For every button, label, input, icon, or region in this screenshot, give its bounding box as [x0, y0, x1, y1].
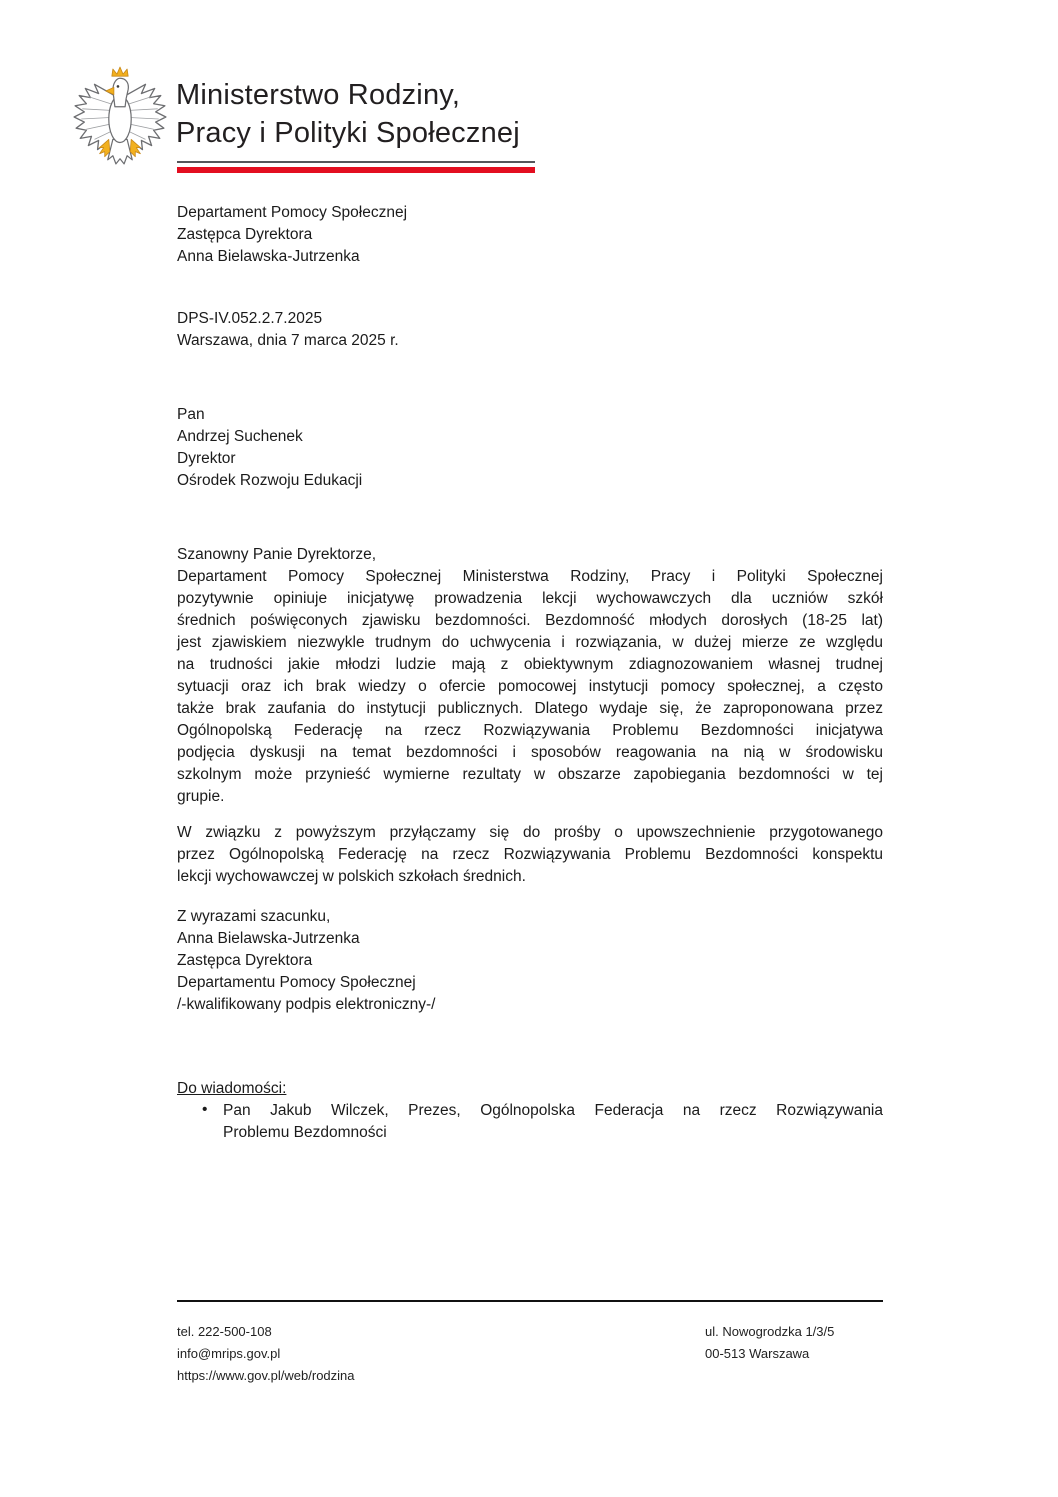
reference-number: DPS-IV.052.2.7.2025 — [177, 310, 323, 327]
text-line: info@mrips.gov.pl — [177, 1346, 281, 1361]
text-line: Departament Pomocy Społecznej — [177, 204, 408, 221]
text-line: sytuacji oraz ich brak wiedzy o ofercie pomocowej instytucji pomocy społecznej, a często — [177, 678, 883, 695]
header-divider-gray — [177, 161, 535, 163]
text-line: 00-513 Warszawa — [705, 1346, 810, 1361]
text-line: podjęcia dyskusji na temat bezdomności i sposobów reagowania na nią w środowisku — [177, 744, 883, 761]
paragraph-2 — [177, 822, 883, 888]
place-and-date: Warszawa, dnia 7 marca 2025 r. — [177, 332, 399, 349]
cc-item-text — [223, 1100, 883, 1144]
text-line: także brak zaufania do instytucji publicznych. Dlatego wydaje się, że zaproponowana przez — [177, 700, 883, 717]
cc-section — [177, 1078, 883, 1144]
footer-divider — [177, 1300, 883, 1302]
footer-contact-block — [177, 1321, 355, 1387]
text-line: średnich poświęconych zjawisku bezdomności. Bezdomność młodych dorosłych (18-25 lat) — [177, 612, 883, 629]
text-line: https://www.gov.pl/web/rodzina — [177, 1368, 355, 1383]
text-line: Problemu Bezdomności — [223, 1124, 387, 1141]
sender-block — [177, 202, 883, 268]
bullet-icon: • — [202, 1101, 208, 1118]
header-divider-red — [177, 167, 535, 173]
text-line: jest zjawiskiem niezwykle trudnym do uchwycenia i rozwiązania, w dużej mierze ze względu — [177, 634, 883, 651]
text-line: pozytywnie opiniuje inicjatywę prowadzenia lekcji wychowawczych dla uczniów szkół — [177, 590, 883, 607]
coat-of-arms-eagle-icon — [72, 66, 168, 170]
ministry-name-line2: Pracy i Polityki Społecznej — [176, 117, 520, 149]
text-line: na trudności jakie młodzi ludzie mają z obiektywnym zdiagnozowaniem własnej trudnej — [177, 656, 883, 673]
ministry-logotype — [176, 76, 520, 152]
text-line: Andrzej Suchenek — [177, 428, 303, 445]
text-line: W związku z powyższym przyłączamy się do prośby o upowszechnienie przygotowanego — [177, 824, 883, 841]
cc-heading: Do wiadomości: — [177, 1080, 287, 1097]
text-line: /-kwalifikowany podpis elektroniczny-/ — [177, 996, 436, 1013]
text-line: Departamentu Pomocy Społecznej — [177, 974, 416, 991]
text-line: Ogólnopolską Federację na rzecz Rozwiązywania Problemu Bezdomności inicjatywa — [177, 722, 883, 739]
footer — [177, 1321, 883, 1401]
text-line: lekcji wychowawczej w polskich szkołach średnich. — [177, 868, 526, 885]
ministry-name-line1: Ministerstwo Rodziny, — [176, 79, 461, 111]
footer-address-block — [705, 1321, 834, 1365]
salutation-and-paragraph-1 — [177, 544, 883, 808]
text-line: ul. Nowogrodzka 1/3/5 — [705, 1324, 835, 1339]
text-line: grupie. — [177, 788, 225, 805]
salutation: Szanowny Panie Dyrektorze, — [177, 546, 377, 563]
text-line: przez Ogólnopolską Federację na rzecz Rozwiązywania Problemu Bezdomności konspektu — [177, 846, 883, 863]
reference-block — [177, 308, 883, 352]
letter-content — [177, 196, 883, 1144]
recipient-block — [177, 404, 883, 492]
text-line: Pan Jakub Wilczek, Prezes, Ogólnopolska Federacja na rzecz Rozwiązywania — [223, 1102, 883, 1119]
text-line: Anna Bielawska-Jutrzenka — [177, 930, 360, 947]
text-line: Z wyrazami szacunku, — [177, 908, 331, 925]
text-line: Zastępca Dyrektora — [177, 226, 313, 243]
text-line: Departament Pomocy Społecznej Ministerstwa Rodziny, Pracy i Polityki Społecznej — [177, 568, 883, 585]
text-line: Anna Bielawska-Jutrzenka — [177, 248, 360, 265]
closing-signature-block — [177, 906, 883, 1016]
text-line: tel. 222-500-108 — [177, 1324, 272, 1339]
text-line: Zastępca Dyrektora — [177, 952, 313, 969]
text-line: Ośrodek Rozwoju Edukacji — [177, 472, 363, 489]
text-line: szkolnym może przynieść wymierne rezultaty w obszarze zapobiegania bezdomności w tej — [177, 766, 883, 783]
cc-list-item — [177, 1100, 883, 1144]
text-line: Dyrektor — [177, 450, 236, 467]
text-line: Pan — [177, 406, 205, 423]
paragraph-1 — [177, 566, 883, 808]
